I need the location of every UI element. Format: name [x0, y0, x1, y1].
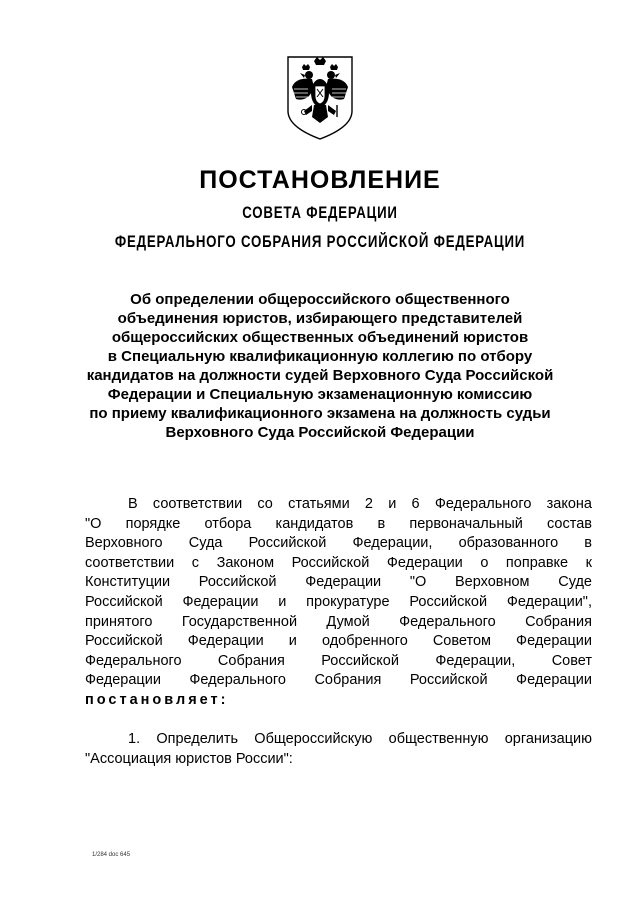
decree-word: постановляет: — [85, 691, 229, 708]
point-1-paragraph — [85, 730, 592, 769]
point-line: "Ассоциация юристов России": — [85, 750, 293, 767]
body-line: принятого Государственной Думой Федерального Собрания — [85, 613, 592, 630]
heading-line: объединения юристов, избирающего представителей — [117, 310, 523, 327]
body-line: соответствии с Законом Российской Федерации о поправке к — [85, 554, 592, 571]
heading-line: кандидатов на должности судей Верховного Суда Российской — [86, 367, 554, 384]
heading-line: общероссийских общественных объединений юристов — [111, 329, 529, 346]
heading-line: Федерации и Специальную экзаменационную комиссию — [107, 386, 533, 403]
resolution-heading — [70, 290, 570, 442]
preamble-paragraph — [85, 495, 592, 711]
body-line: Конституции Российской Федерации "О Верховном Суде — [85, 574, 592, 591]
issuer-line-1: СОВЕТА ФЕДЕРАЦИИ — [242, 203, 398, 222]
document-title: ПОСТАНОВЛЕНИЕ — [199, 166, 441, 194]
issuer-line-2: ФЕДЕРАЛЬНОГО СОБРАНИЯ РОССИЙСКОЙ ФЕДЕРАЦИИ — [114, 232, 526, 251]
body-line: Федерации Федерального Собрания Российской Федерации — [85, 672, 592, 689]
coat-of-arms-emblem — [282, 53, 358, 143]
body-line: Верховного Суда Российской Федерации, образованного в — [85, 535, 592, 552]
point-line: 1. Определить Общероссийскую общественную организацию — [128, 731, 592, 747]
heading-line: Об определении общероссийского общественного — [130, 291, 510, 308]
heading-line: по приему квалификационного экзамена на должность судьи — [89, 405, 551, 422]
body-line: В соответствии со статьями 2 и 6 Федерального закона — [128, 496, 592, 512]
body-line: Российской Федерации и прокуратуре Российской Федерации", — [85, 593, 592, 610]
body-line: Федерального Собрания Российской Федерации, Совет — [85, 652, 592, 669]
russian-coat-of-arms-icon — [282, 53, 358, 143]
file-reference: 1/284 doc 645 — [92, 852, 131, 858]
body-line: "О порядке отбора кандидатов в первоначальный состав — [85, 515, 592, 532]
heading-line: в Специальную квалификационную коллегию по отбору — [107, 348, 533, 365]
heading-line: Верховного Суда Российской Федерации — [165, 424, 475, 441]
body-line: Российской Федерации и одобренного Советом Федерации — [85, 633, 592, 650]
